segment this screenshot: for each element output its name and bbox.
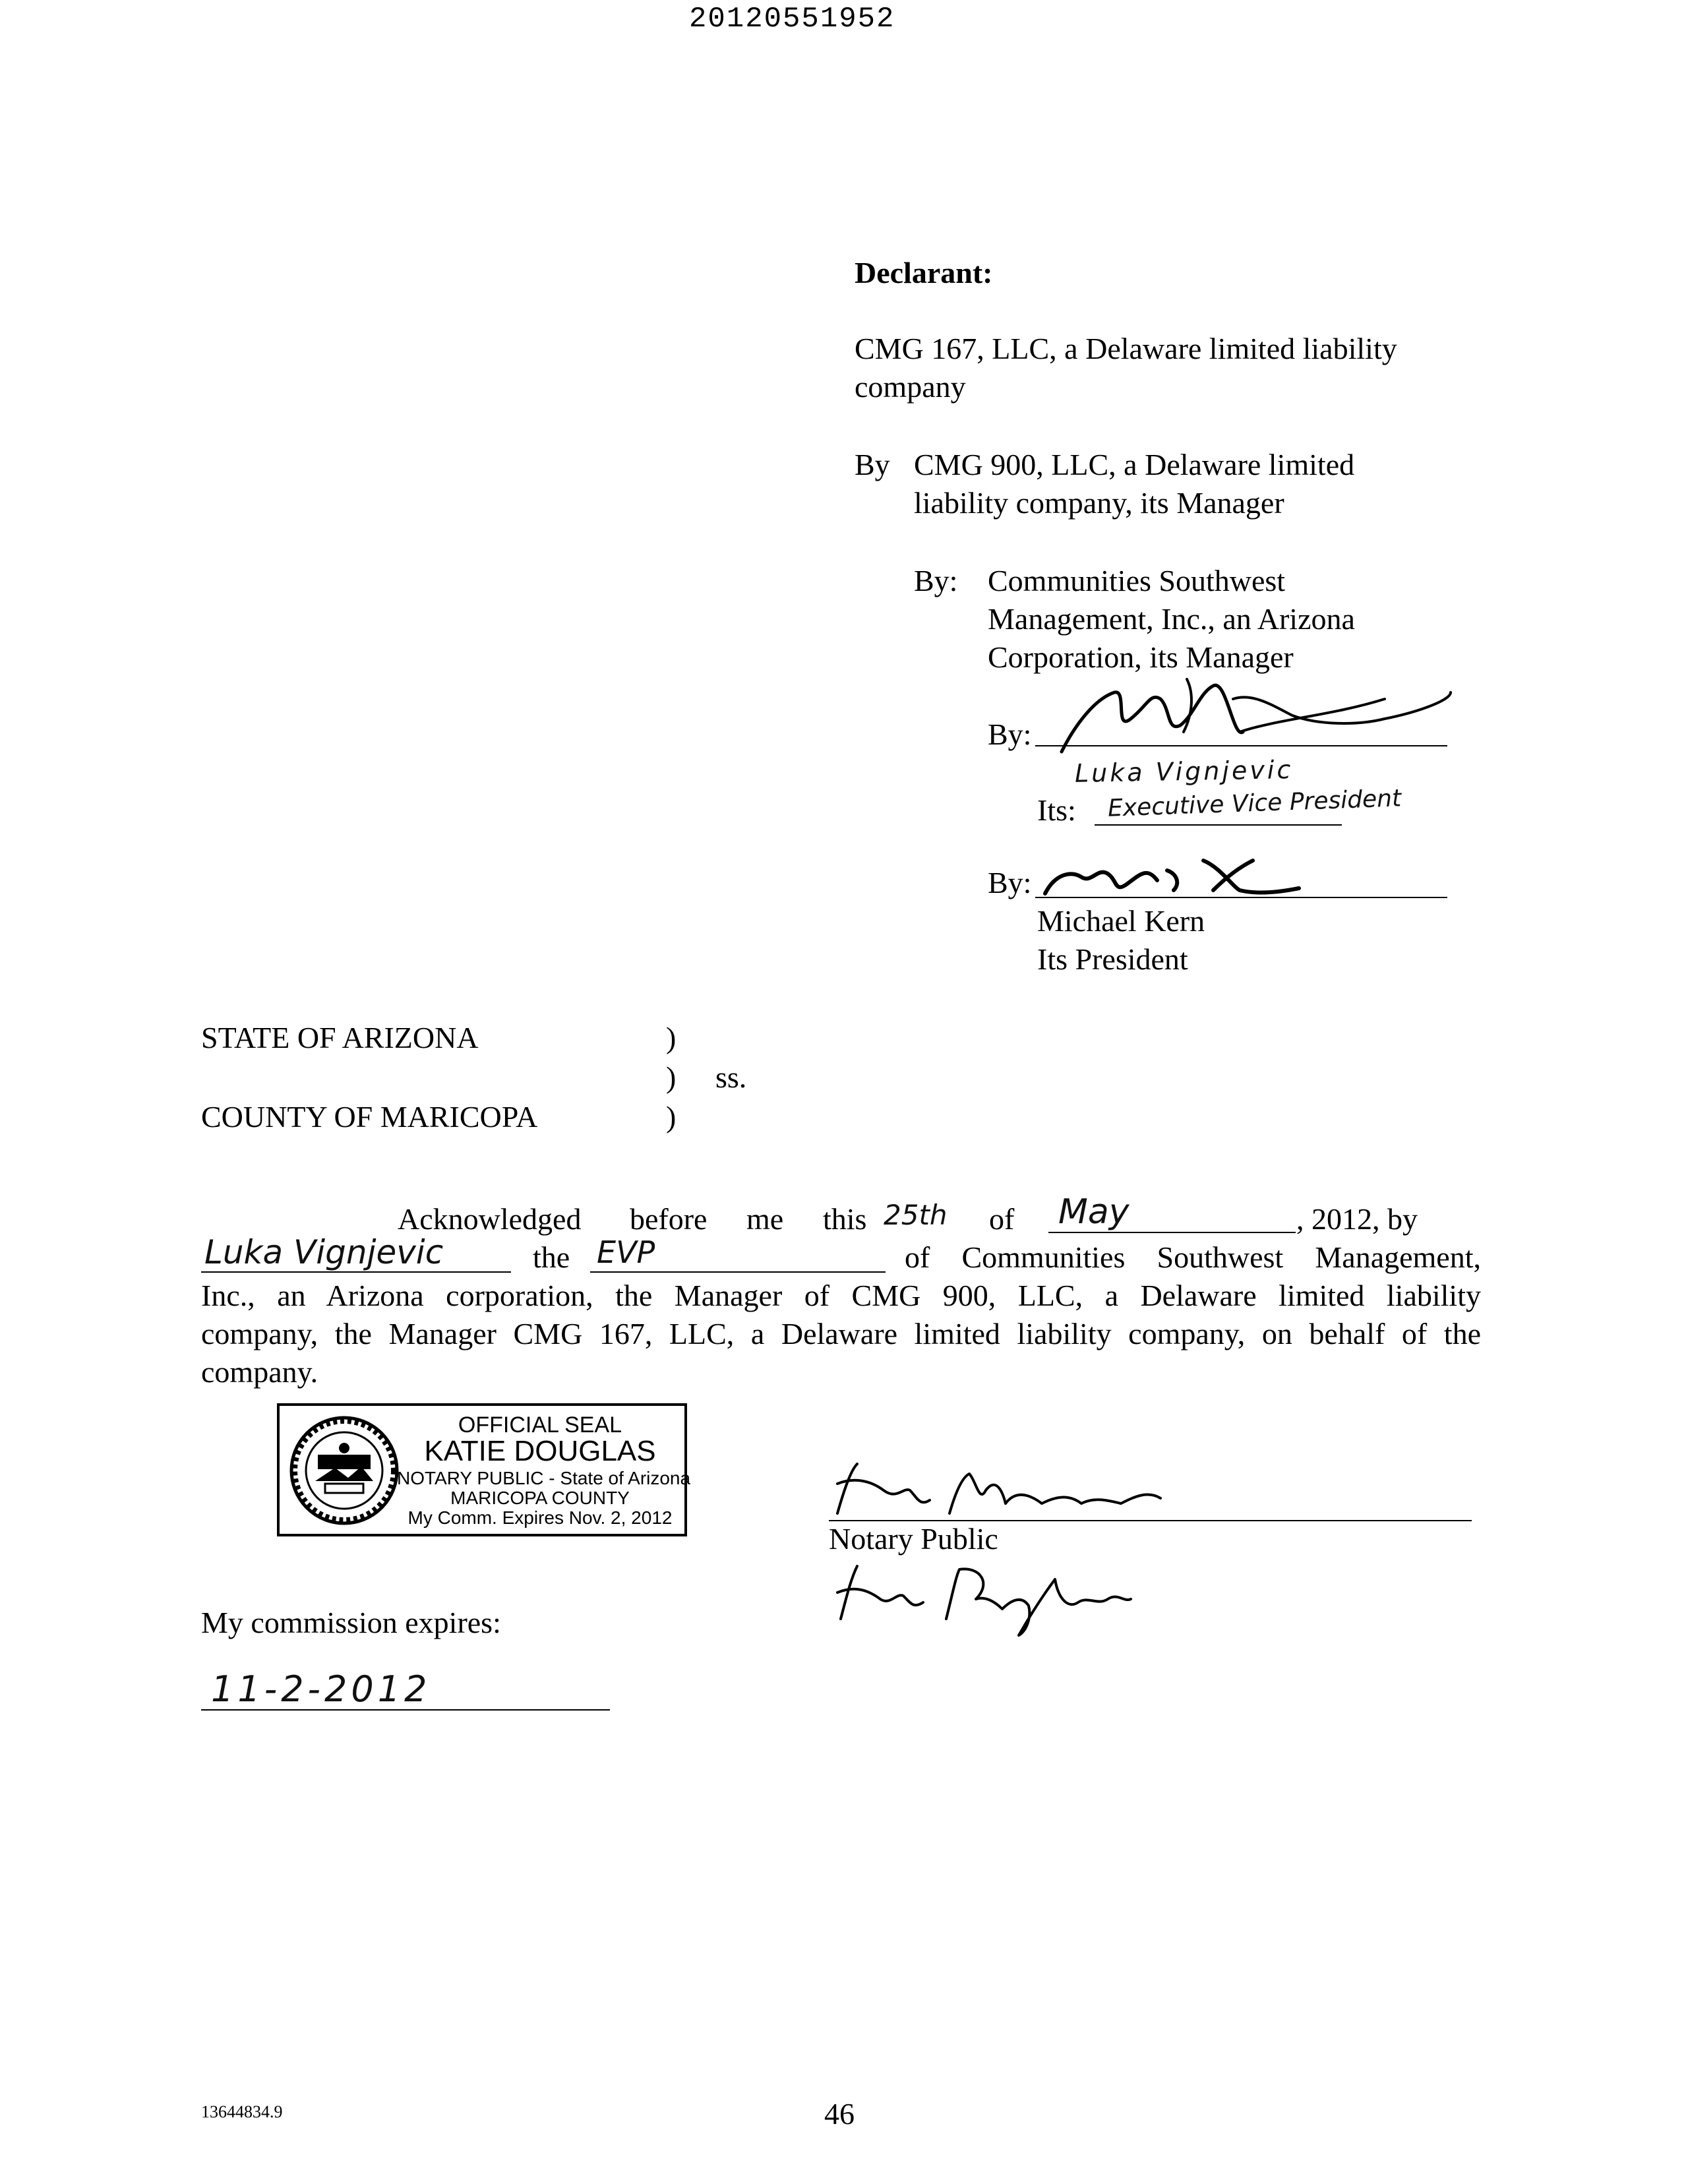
signature2-by-label: By: [988, 866, 1032, 899]
ack-word-before: before [630, 1202, 708, 1236]
venue-paren-3: ) [666, 1100, 677, 1134]
signature1-by-label: By: [988, 717, 1032, 751]
seal-line2: MARICOPA COUNTY [450, 1488, 630, 1508]
ack-month-handwritten: May [1058, 1192, 1130, 1232]
signature1-mark [1015, 653, 1477, 772]
seal-line1: NOTARY PUBLIC - State of Arizona [397, 1468, 691, 1488]
ack-person-line [201, 1271, 511, 1273]
its-line [1095, 824, 1342, 826]
venue-ss: ss. [715, 1060, 747, 1094]
ack-word-acknowledged: Acknowledged [398, 1202, 582, 1236]
notary-printed-name-mark [828, 1553, 1144, 1639]
ack-line3: Inc., an Arizona corporation, the Manager of CMG 900, LLC, a Delaware limited liability [201, 1279, 1481, 1312]
ack-month-line [1048, 1232, 1296, 1233]
ack-word-of: of [989, 1202, 1015, 1236]
footer-document-id: 13644834.9 [201, 2102, 283, 2121]
seal-line3: My Comm. Expires Nov. 2, 2012 [407, 1507, 673, 1528]
manager-line2: liability company, its Manager [914, 486, 1284, 520]
venue-paren-1: ) [666, 1021, 677, 1054]
commission-date-handwritten: 11-2-2012 [211, 1668, 431, 1710]
sub-manager-line3: Corporation, its Manager [988, 640, 1294, 674]
its-label: Its: [1037, 793, 1076, 827]
document-number: 20120551952 [689, 3, 895, 36]
seal-name: KATIE DOUGLAS [424, 1435, 656, 1467]
notary-public-label: Notary Public [829, 1522, 998, 1556]
ack-word-this: this [823, 1202, 867, 1236]
notary-seal-stamp [277, 1403, 691, 1536]
manager-by-prefix: By [855, 448, 890, 481]
commission-date-line [201, 1709, 610, 1711]
signature2-title: Its President [1037, 942, 1188, 976]
ack-line5: company. [201, 1355, 318, 1389]
ack-person-handwritten: Luka Vignjevic [204, 1233, 444, 1271]
manager-line1: CMG 900, LLC, a Delaware limited [914, 448, 1355, 481]
declarant-entity-line1: CMG 167, LLC, a Delaware limited liability [855, 332, 1397, 365]
ack-line2-rest: of Communities Southwest Management, [905, 1240, 1481, 1274]
sub-manager-by-prefix: By: [914, 564, 958, 597]
declarant-heading: Declarant: [855, 256, 993, 289]
signature2-mark [1035, 847, 1312, 907]
venue-state: STATE OF ARIZONA [201, 1021, 479, 1054]
notary-signature-mark [824, 1451, 1193, 1523]
arizona-state-seal-icon [289, 1415, 400, 1526]
signature1-printed-name: Luka Vignjevic [1074, 755, 1294, 788]
its-title-handwritten: Executive Vice President [1107, 785, 1402, 822]
ack-word-the: the [533, 1240, 570, 1274]
sub-manager-line1: Communities Southwest [988, 564, 1286, 597]
seal-title: OFFICIAL SEAL [458, 1412, 622, 1438]
venue-county: COUNTY OF MARICOPA [201, 1100, 538, 1134]
venue-paren-2: ) [666, 1060, 677, 1094]
page-number: 46 [824, 2097, 855, 2131]
declarant-entity-line2: company [855, 370, 966, 404]
ack-year: , 2012, by [1296, 1202, 1418, 1236]
sub-manager-line2: Management, Inc., an Arizona [988, 602, 1355, 636]
commission-expires-label: My commission expires: [201, 1606, 501, 1639]
signature2-name: Michael Kern [1037, 904, 1205, 938]
ack-day-handwritten: 25th [884, 1199, 948, 1231]
ack-role-handwritten: EVP [597, 1234, 655, 1270]
ack-line4: company, the Manager CMG 167, LLC, a Delaware limited liability company, on behalf of the [201, 1317, 1481, 1350]
ack-word-me: me [746, 1202, 784, 1236]
ack-role-line [590, 1271, 886, 1273]
